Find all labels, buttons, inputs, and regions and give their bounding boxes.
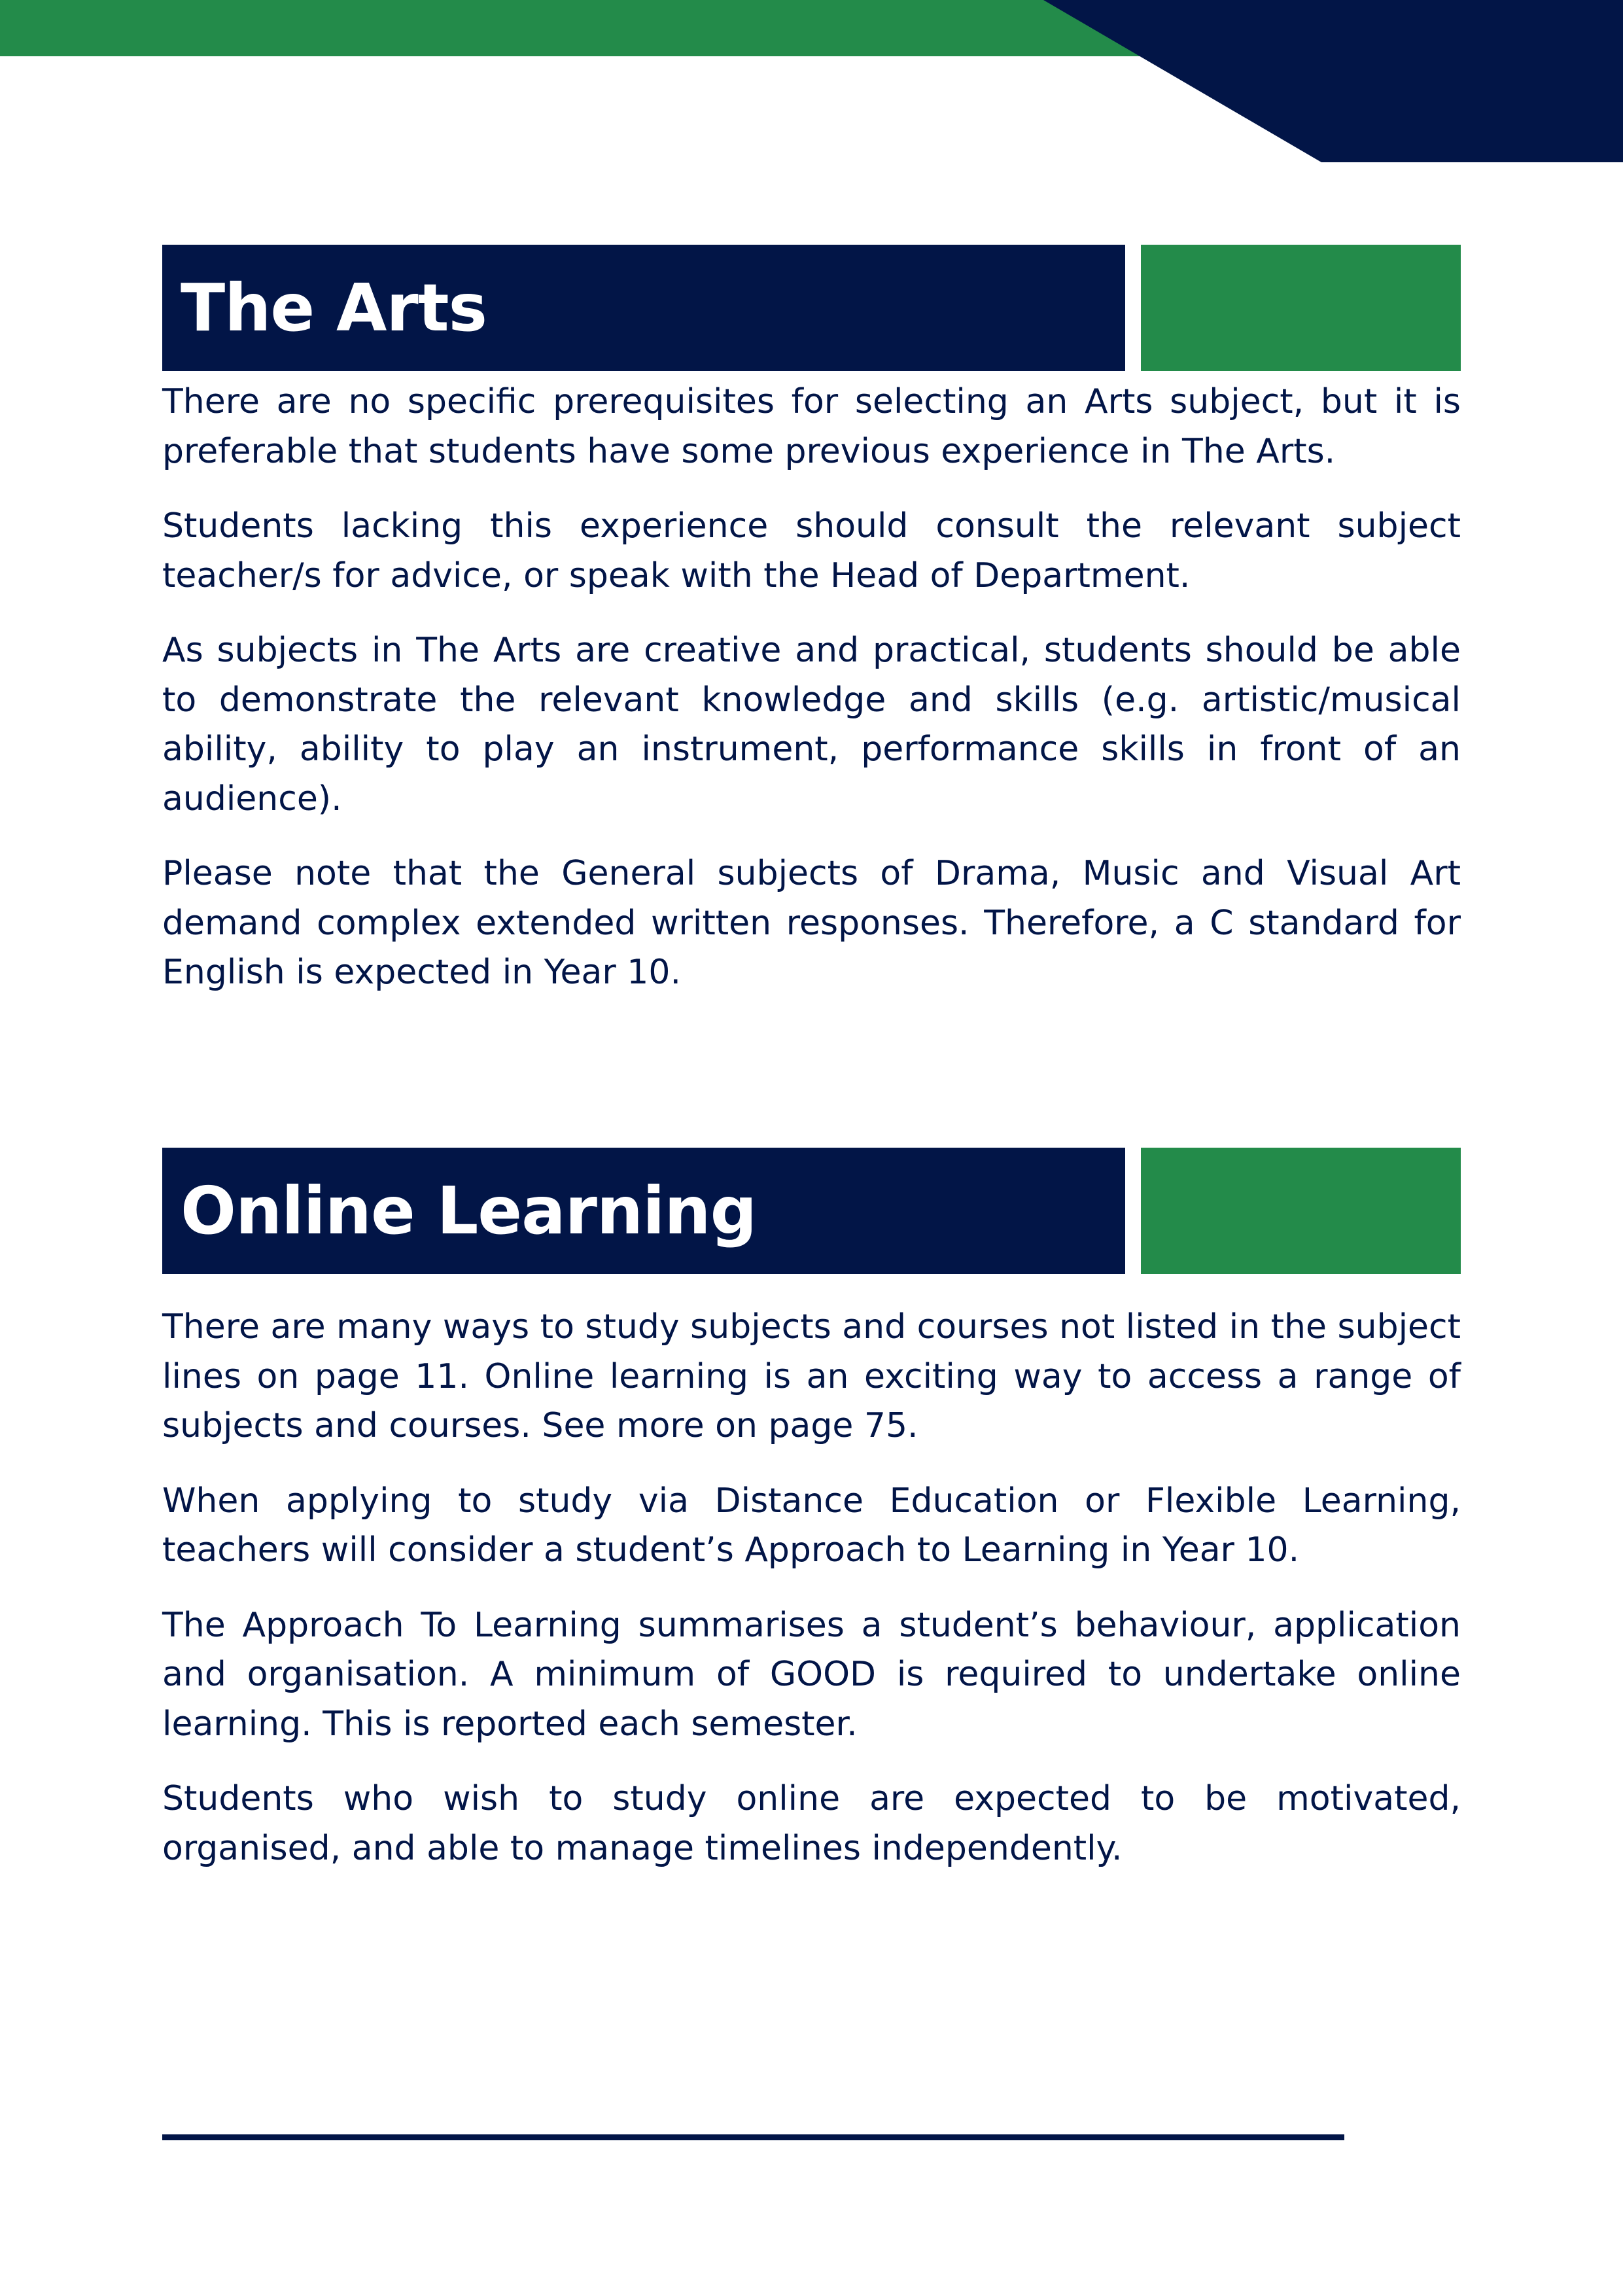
paragraph: Students who wish to study online are expected to be motivated, organised, and able to manage timelines independently. — [162, 1779, 1461, 1868]
section-body-online-learning — [162, 1303, 1461, 1899]
section-header-the-arts — [162, 245, 1461, 371]
paragraph: When applying to study via Distance Education or Flexible Learning, teachers will consider a student’s Approach to Learning in Year 10. — [162, 1481, 1461, 1570]
paragraph: Students lacking this experience should consult the relevant subject teacher/s for advice, or speak with the Head of Department. — [162, 506, 1461, 595]
top-decorative-banner — [0, 0, 1623, 164]
paragraph: Please note that the General subjects of Drama, Music and Visual Art demand complex extended written responses. Therefore, a C standard for English is expected in Year 10. — [162, 854, 1461, 992]
footer-rule — [162, 2134, 1344, 2140]
section-body-the-arts — [162, 378, 1461, 1023]
paragraph: There are many ways to study subjects and courses not listed in the subject lines on page 11. Online learning is an exciting way to access a range of subjects and courses. See more on page 75. — [162, 1307, 1461, 1445]
green-accent-block — [1141, 1148, 1461, 1274]
green-accent-block — [1141, 245, 1461, 371]
section-title: The Arts — [181, 270, 487, 346]
top-green-stripe — [0, 0, 1142, 56]
paragraph: There are no specific prerequisites for selecting an Arts subject, but it is preferable that students have some previous experience in The Arts. — [162, 382, 1461, 471]
paragraph: The Approach To Learning summarises a student’s behaviour, application and organisation. A minimum of GOOD is required to undertake online learning. This is reported each semester. — [162, 1605, 1461, 1744]
section-title: Online Learning — [181, 1173, 757, 1249]
paragraph: As subjects in The Arts are creative and practical, students should be able to demonstrate the relevant knowledge and skills (e.g. artistic/musical ability, ability to play an instrument, performance skills in front of an audience). — [162, 631, 1461, 819]
section-title-bar — [162, 245, 1125, 371]
section-header-online-learning — [162, 1148, 1461, 1274]
section-title-bar — [162, 1148, 1125, 1274]
top-navy-corner — [1043, 0, 1623, 162]
